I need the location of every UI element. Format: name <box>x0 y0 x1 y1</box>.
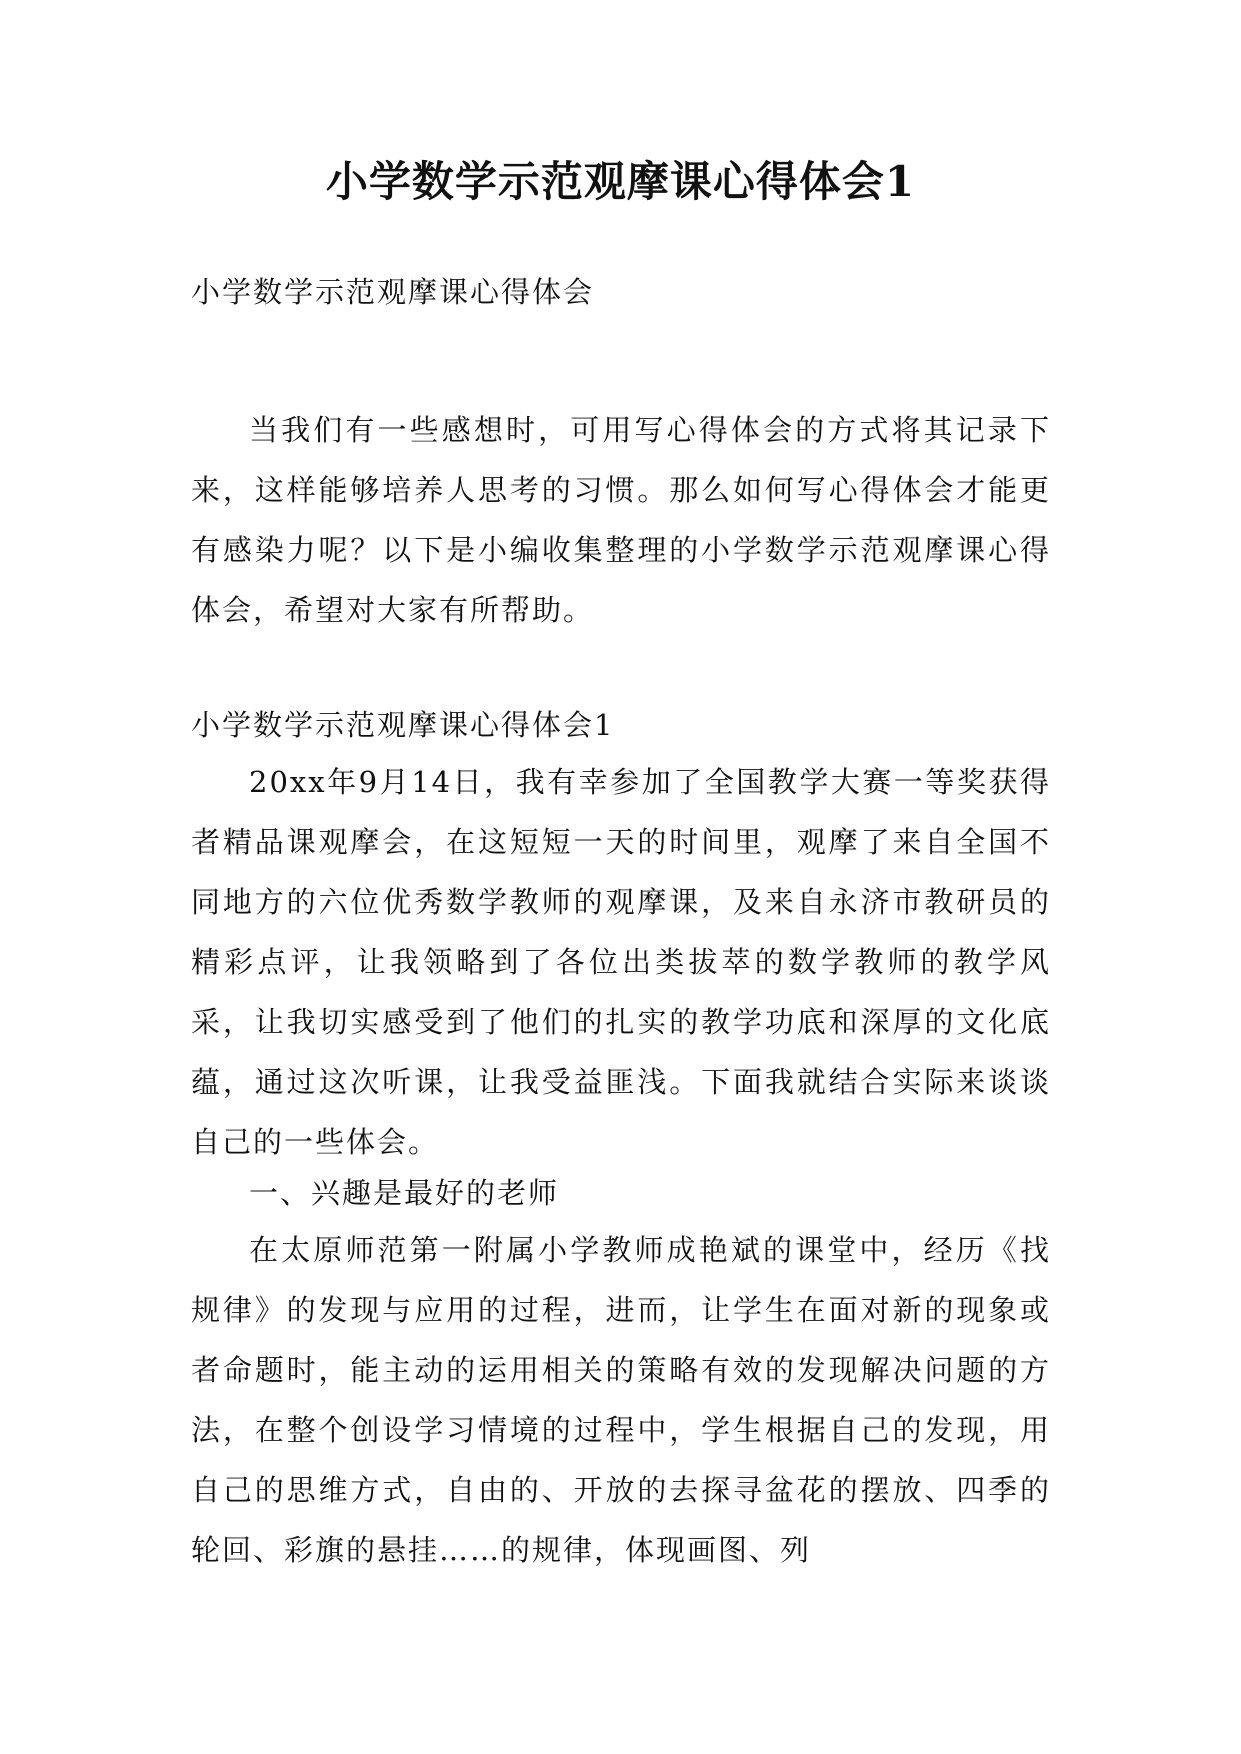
body-paragraph-1: 20xx年9月14日，我有幸参加了全国教学大赛一等奖获得者精品课观摩会，在这短短一天的时间里，观摩了来自全国不同地方的六位优秀数学教师的观摩课，及来自永济市教研员的精彩点评，让我领略到了各位出类拔萃的数学教师的教学风采，让我切实感受到了他们的扎实的教学功底和深厚的文化底蕴，通过这次听课，让我受益匪浅。下面我就结合实际来谈谈自己的一些体会。 <box>191 765 1051 1159</box>
document-subtitle: 小学数学示范观摩课心得体会 <box>191 275 595 309</box>
document-title: 小学数学示范观摩课心得体会1 <box>325 157 916 206</box>
body-paragraph-2: 在太原师范第一附属小学教师成艳斌的课堂中，经历《找规律》的发现与应用的过程，进而，让学生在面对新的现象或者命题时，能主动的运用相关的策略有效的发现解决问题的方法，在整个创设学习情境的过程中，学生根据自己的发现，用自己的思维方式，自由的、开放的去探寻盆花的摆放、四季的轮回、彩旗的悬挂……的规律，体现画图、列 <box>191 1233 1051 1567</box>
section-heading-1: 一、兴趣是最好的老师 <box>249 1176 560 1210</box>
section-title: 小学数学示范观摩课心得体会1 <box>191 708 615 742</box>
intro-paragraph: 当我们有一些感想时，可用写心得体会的方式将其记录下来，这样能够培养人思考的习惯。那么如何写心得体会才能更有感染力呢？以下是小编收集整理的小学数学示范观摩课心得体会，希望对大家有所帮助。 <box>191 413 1051 627</box>
